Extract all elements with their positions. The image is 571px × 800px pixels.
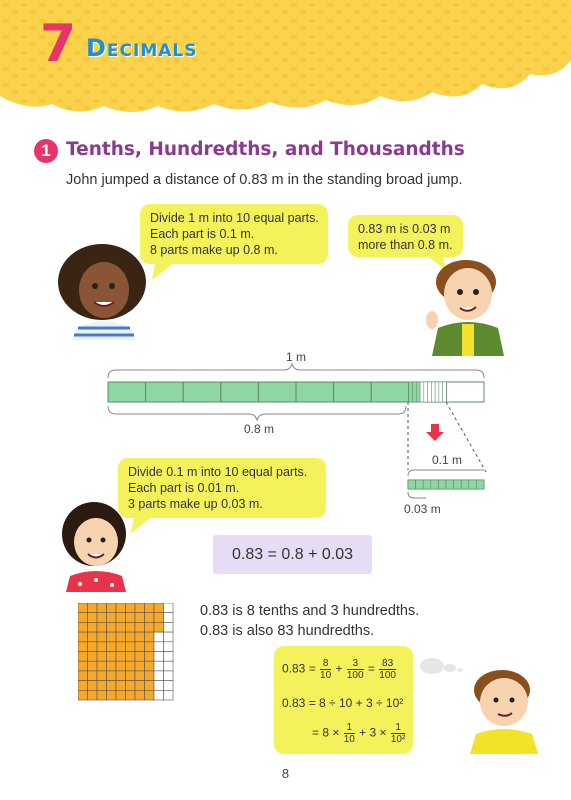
ruler-tenth-segment bbox=[183, 382, 221, 402]
bubble-line: Each part is 0.01 m. bbox=[128, 481, 240, 495]
grid-cell bbox=[88, 652, 98, 662]
grid-cell bbox=[78, 681, 88, 691]
grid-cell bbox=[107, 661, 117, 671]
formula-text: + bbox=[335, 661, 343, 676]
speech-bubble-boy-1 bbox=[348, 215, 463, 257]
grid-cell bbox=[107, 622, 117, 632]
chapter-number: 7 bbox=[40, 14, 77, 74]
formula-box bbox=[274, 646, 413, 754]
denominator: 10² bbox=[390, 734, 406, 745]
formula-text: = 8 × bbox=[312, 725, 340, 740]
thought-bubble-dots bbox=[418, 652, 468, 678]
grid-cell bbox=[78, 622, 88, 632]
ruler-tenth-segment bbox=[258, 382, 296, 402]
ruler-hundredth-tick bbox=[409, 382, 413, 402]
grid-cell bbox=[135, 642, 145, 652]
numerator: 1 bbox=[391, 722, 405, 734]
grid-cell bbox=[126, 642, 136, 652]
grid-cell bbox=[135, 632, 145, 642]
zoom-hundredth-segment bbox=[446, 480, 454, 489]
grid-cell bbox=[164, 671, 174, 681]
grid-cell bbox=[88, 661, 98, 671]
grid-cell bbox=[126, 613, 136, 623]
grid-cell bbox=[88, 632, 98, 642]
grid-cell bbox=[116, 661, 126, 671]
zoom-hundredth-segment bbox=[476, 480, 484, 489]
grid-cell bbox=[126, 622, 136, 632]
zoom-hundredth-segment bbox=[408, 480, 416, 489]
grid-cell bbox=[164, 603, 174, 613]
grid-cell bbox=[88, 690, 98, 700]
grid-cell bbox=[145, 661, 155, 671]
ruler-bottom-label: 0.8 m bbox=[244, 422, 275, 436]
grid-cell bbox=[154, 690, 164, 700]
grid-cell bbox=[154, 603, 164, 613]
grid-cell bbox=[78, 661, 88, 671]
girl-character-1 bbox=[50, 240, 160, 340]
grid-cell bbox=[145, 603, 155, 613]
equation-box: 0.83 = 0.8 + 0.03 bbox=[213, 535, 372, 574]
ruler-tenth-segment bbox=[108, 382, 146, 402]
grid-cell bbox=[116, 681, 126, 691]
grid-cell bbox=[145, 622, 155, 632]
grid-cell bbox=[116, 632, 126, 642]
formula-line-2: 0.83 = 8 ÷ 10 + 3 ÷ 10² bbox=[282, 696, 404, 710]
grid-cell bbox=[107, 613, 117, 623]
grid-cell bbox=[116, 652, 126, 662]
grid-cell bbox=[154, 632, 164, 642]
zoom-top-label: 0.1 m bbox=[432, 453, 463, 467]
intro-text: John jumped a distance of 0.83 m in the standing broad jump. bbox=[66, 172, 463, 188]
ruler-tenth-segment bbox=[334, 382, 372, 402]
ruler-hundredth-tick bbox=[424, 382, 428, 402]
grid-cell bbox=[164, 632, 174, 642]
grid-cell bbox=[116, 642, 126, 652]
ruler-hundredth-tick bbox=[428, 382, 432, 402]
section-title: Tenths, Hundredths, and Thousandths bbox=[66, 139, 465, 160]
ruler-tenth-segment bbox=[296, 382, 334, 402]
zoom-bottom-label: 0.03 m bbox=[404, 502, 441, 516]
grid-text-line-2: 0.83 is also 83 hundredths. bbox=[200, 623, 375, 639]
fraction bbox=[379, 658, 396, 681]
speech-bubble-girl-1 bbox=[140, 204, 328, 264]
grid-cell bbox=[107, 671, 117, 681]
formula-line-3 bbox=[312, 722, 406, 745]
section-number-badge: 1 bbox=[34, 139, 58, 163]
grid-cell bbox=[154, 622, 164, 632]
grid-cell bbox=[145, 632, 155, 642]
grid-cell bbox=[97, 642, 107, 652]
grid-cell bbox=[126, 661, 136, 671]
ruler-tenth-segment bbox=[371, 382, 409, 402]
grid-cell bbox=[135, 690, 145, 700]
ruler-tenth-segment bbox=[221, 382, 259, 402]
grid-cell bbox=[97, 632, 107, 642]
numerator: 83 bbox=[379, 658, 396, 670]
grid-cell bbox=[88, 622, 98, 632]
zoom-hundredth-segment bbox=[431, 480, 439, 489]
boy-character-1 bbox=[418, 252, 508, 356]
grid-cell bbox=[107, 632, 117, 642]
chapter-title: Decimals bbox=[86, 34, 198, 62]
numerator: 8 bbox=[320, 658, 331, 670]
fraction bbox=[391, 722, 405, 745]
grid-cell bbox=[135, 681, 145, 691]
grid-cell bbox=[145, 690, 155, 700]
grid-cell bbox=[154, 681, 164, 691]
ruler-hundredth-tick bbox=[439, 382, 443, 402]
grid-cell bbox=[78, 652, 88, 662]
grid-cell bbox=[107, 603, 117, 613]
grid-cell bbox=[97, 671, 107, 681]
grid-cell bbox=[126, 671, 136, 681]
grid-cell bbox=[116, 603, 126, 613]
grid-cell bbox=[97, 622, 107, 632]
bubble-line: Each part is 0.1 m. bbox=[150, 227, 255, 241]
grid-cell bbox=[88, 642, 98, 652]
hundred-square-grid bbox=[78, 603, 174, 701]
grid-cell bbox=[116, 690, 126, 700]
grid-cell bbox=[164, 622, 174, 632]
grid-cell bbox=[135, 671, 145, 681]
bubble-line: 3 parts make up 0.03 m. bbox=[128, 497, 263, 511]
grid-cell bbox=[145, 671, 155, 681]
grid-cell bbox=[97, 613, 107, 623]
grid-cell bbox=[88, 613, 98, 623]
grid-cell bbox=[164, 681, 174, 691]
grid-cell bbox=[97, 603, 107, 613]
grid-cell bbox=[135, 652, 145, 662]
ruler-hundredth-tick bbox=[416, 382, 420, 402]
numerator: 1 bbox=[344, 722, 355, 734]
ruler-hundredth-tick bbox=[435, 382, 439, 402]
grid-cell bbox=[107, 690, 117, 700]
zoom-hundredth-segment bbox=[461, 480, 469, 489]
grid-cell bbox=[135, 613, 145, 623]
speech-bubble-girl-2 bbox=[118, 458, 326, 518]
grid-cell bbox=[78, 642, 88, 652]
grid-cell bbox=[145, 613, 155, 623]
bubble-line: Divide 0.1 m into 10 equal parts. bbox=[128, 465, 308, 479]
grid-cell bbox=[135, 603, 145, 613]
bubble-line: Divide 1 m into 10 equal parts. bbox=[150, 211, 319, 225]
numerator: 3 bbox=[347, 658, 364, 670]
grid-cell bbox=[78, 690, 88, 700]
fraction bbox=[347, 658, 364, 681]
down-arrow-icon bbox=[426, 424, 444, 442]
grid-cell bbox=[126, 632, 136, 642]
grid-cell bbox=[154, 642, 164, 652]
bubble-line: 0.83 m is 0.03 m bbox=[358, 222, 451, 236]
grid-cell bbox=[97, 690, 107, 700]
grid-cell bbox=[126, 603, 136, 613]
fraction bbox=[344, 722, 355, 745]
zoom-hundredth-segment bbox=[469, 480, 477, 489]
formula-line-1 bbox=[282, 658, 397, 681]
grid-cell bbox=[126, 690, 136, 700]
grid-cell bbox=[97, 661, 107, 671]
grid-cell bbox=[78, 613, 88, 623]
zoom-hundredth-segment bbox=[423, 480, 431, 489]
grid-cell bbox=[164, 652, 174, 662]
grid-cell bbox=[78, 632, 88, 642]
grid-cell bbox=[135, 661, 145, 671]
grid-text-line-1: 0.83 is 8 tenths and 3 hundredths. bbox=[200, 603, 420, 619]
denominator: 10 bbox=[320, 670, 332, 681]
grid-cell bbox=[97, 681, 107, 691]
grid-cell bbox=[78, 603, 88, 613]
grid-cell bbox=[154, 652, 164, 662]
grid-cell bbox=[164, 690, 174, 700]
zoom-hundredth-segment bbox=[454, 480, 462, 489]
grid-cell bbox=[88, 681, 98, 691]
formula-text: + 3 × bbox=[359, 725, 387, 740]
ruler-hundredth-tick bbox=[431, 382, 435, 402]
bubble-line: 8 parts make up 0.8 m. bbox=[150, 243, 278, 257]
ruler-tenth-segment bbox=[446, 382, 484, 402]
grid-cell bbox=[78, 671, 88, 681]
grid-cell bbox=[97, 652, 107, 662]
denominator: 100 bbox=[346, 670, 364, 681]
grid-cell bbox=[126, 652, 136, 662]
formula-text: = bbox=[367, 661, 375, 676]
denominator: 100 bbox=[379, 670, 396, 681]
grid-cell bbox=[135, 622, 145, 632]
grid-cell bbox=[88, 671, 98, 681]
ruler-tenth-segment bbox=[146, 382, 184, 402]
girl-character-2 bbox=[56, 498, 136, 592]
grid-cell bbox=[116, 613, 126, 623]
denominator: 10 bbox=[343, 734, 355, 745]
grid-cell bbox=[116, 671, 126, 681]
grid-cell bbox=[145, 652, 155, 662]
grid-cell bbox=[145, 642, 155, 652]
grid-cell bbox=[154, 661, 164, 671]
zoom-hundredth-segment bbox=[416, 480, 424, 489]
ruler-hundredth-tick bbox=[420, 382, 424, 402]
grid-cell bbox=[154, 613, 164, 623]
grid-cell bbox=[107, 681, 117, 691]
grid-cell bbox=[164, 613, 174, 623]
zoom-hundredth-segment bbox=[438, 480, 446, 489]
ruler-hundredth-tick bbox=[443, 382, 447, 402]
grid-cell bbox=[107, 652, 117, 662]
bubble-line: more than 0.8 m. bbox=[358, 238, 453, 252]
grid-cell bbox=[164, 642, 174, 652]
boy-character-2 bbox=[462, 664, 542, 754]
grid-cell bbox=[164, 661, 174, 671]
grid-cell bbox=[154, 671, 164, 681]
grid-cell bbox=[116, 622, 126, 632]
ruler-top-label: 1 m bbox=[286, 350, 307, 364]
grid-cell bbox=[107, 642, 117, 652]
grid-cell bbox=[126, 681, 136, 691]
ruler-hundredth-tick bbox=[413, 382, 417, 402]
formula-text: 0.83 = bbox=[282, 661, 316, 676]
grid-cell bbox=[145, 681, 155, 691]
fraction bbox=[320, 658, 331, 681]
page-number: 8 bbox=[281, 766, 290, 781]
grid-cell bbox=[88, 603, 98, 613]
